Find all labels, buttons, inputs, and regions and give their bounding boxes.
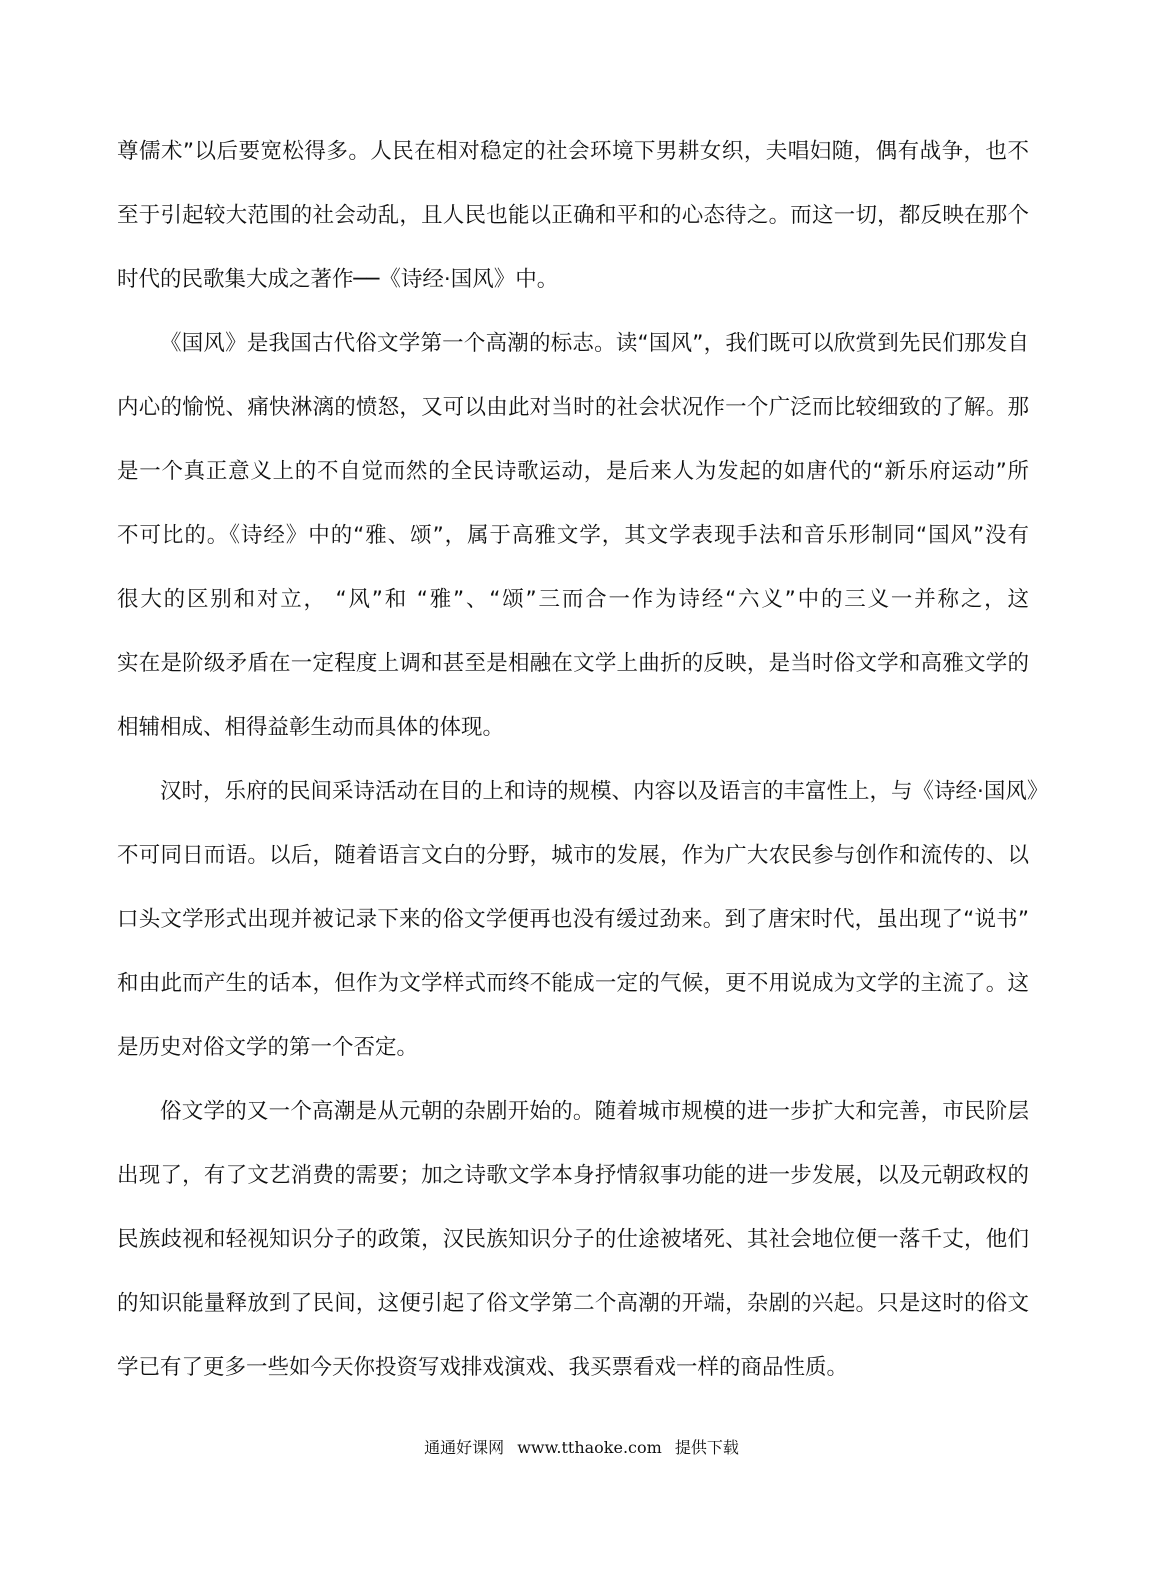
text-line: 至于引起较大范围的社会动乱，且人民也能以正确和平和的心态待之。而这一切，都反映在那个 <box>117 203 1029 228</box>
text-line: 是历史对俗文学的第一个否定。 <box>117 1035 419 1060</box>
text-line: 的知识能量释放到了民间，这便引起了俗文学第二个高潮的开端，杂剧的兴起。只是这时的俗文 <box>117 1291 1029 1316</box>
text-line: 俗文学的又一个高潮是从元朝的杂剧开始的。随着城市规模的进一步扩大和完善，市民阶层 <box>160 1099 1029 1124</box>
footer-site-name: 通通好课网 <box>424 1438 505 1457</box>
text-line: 相辅相成、相得益彰生动而具体的体现。 <box>117 715 505 740</box>
text-line: 汉时，乐府的民间采诗活动在目的上和诗的规模、内容以及语言的丰富性上，与《诗经·国风》 <box>160 779 1049 804</box>
text-line: 口头文学形式出现并被记录下来的俗文学便再也没有缓过劲来。到了唐宋时代，虽出现了“说书” <box>117 907 1029 932</box>
text-line: 不可比的。《诗经》中的“雅、颂”，属于高雅文学，其文学表现手法和音乐形制同“国风”没有 <box>117 523 1029 548</box>
text-line: 不可同日而语。以后，随着语言文白的分野，城市的发展，作为广大农民参与创作和流传的、以 <box>117 843 1029 868</box>
text-line: 时代的民歌集大成之著作──《诗经·国风》中。 <box>117 267 559 292</box>
paragraph-4 <box>117 1088 1029 1408</box>
text-line: 《国风》是我国古代俗文学第一个高潮的标志。读“国风”，我们既可以欣赏到先民们那发自 <box>160 331 1029 356</box>
text-line: 学已有了更多一些如今天你投资写戏排戏演戏、我买票看戏一样的商品性质。 <box>117 1355 849 1380</box>
body-text <box>117 128 1049 1408</box>
page-footer <box>0 1436 1163 1460</box>
paragraph-1 <box>117 128 1029 320</box>
text-line: 和由此而产生的话本，但作为文学样式而终不能成一定的气候，更不用说成为文学的主流了。这 <box>117 971 1029 996</box>
text-line: 实在是阶级矛盾在一定程度上调和甚至是相融在文学上曲折的反映，是当时俗文学和高雅文学的 <box>117 651 1029 676</box>
text-line: 民族歧视和轻视知识分子的政策，汉民族知识分子的仕途被堵死、其社会地位便一落千丈，他们 <box>117 1227 1029 1252</box>
text-line: 出现了，有了文艺消费的需要；加之诗歌文学本身抒情叙事功能的进一步发展，以及元朝政权的 <box>117 1163 1029 1188</box>
text-line: 是一个真正意义上的不自觉而然的全民诗歌运动，是后来人为发起的如唐代的“新乐府运动”所 <box>117 459 1029 484</box>
footer-url-link[interactable]: www.tthaoke.com <box>517 1438 662 1457</box>
text-line: 尊儒术”以后要宽松得多。人民在相对稳定的社会环境下男耕女织，夫唱妇随，偶有战争，也不 <box>117 139 1029 164</box>
text-line: 很大的区别和对立， “风”和 “雅”、“颂”三而合一作为诗经“六义”中的三义一并称之，这 <box>117 587 1029 612</box>
paragraph-3 <box>117 768 1049 1088</box>
paragraph-2 <box>117 320 1029 768</box>
footer-action: 提供下载 <box>674 1438 739 1457</box>
text-line: 内心的愉悦、痛快淋漓的愤怒，又可以由此对当时的社会状况作一个广泛而比较细致的了解。那 <box>117 395 1029 420</box>
